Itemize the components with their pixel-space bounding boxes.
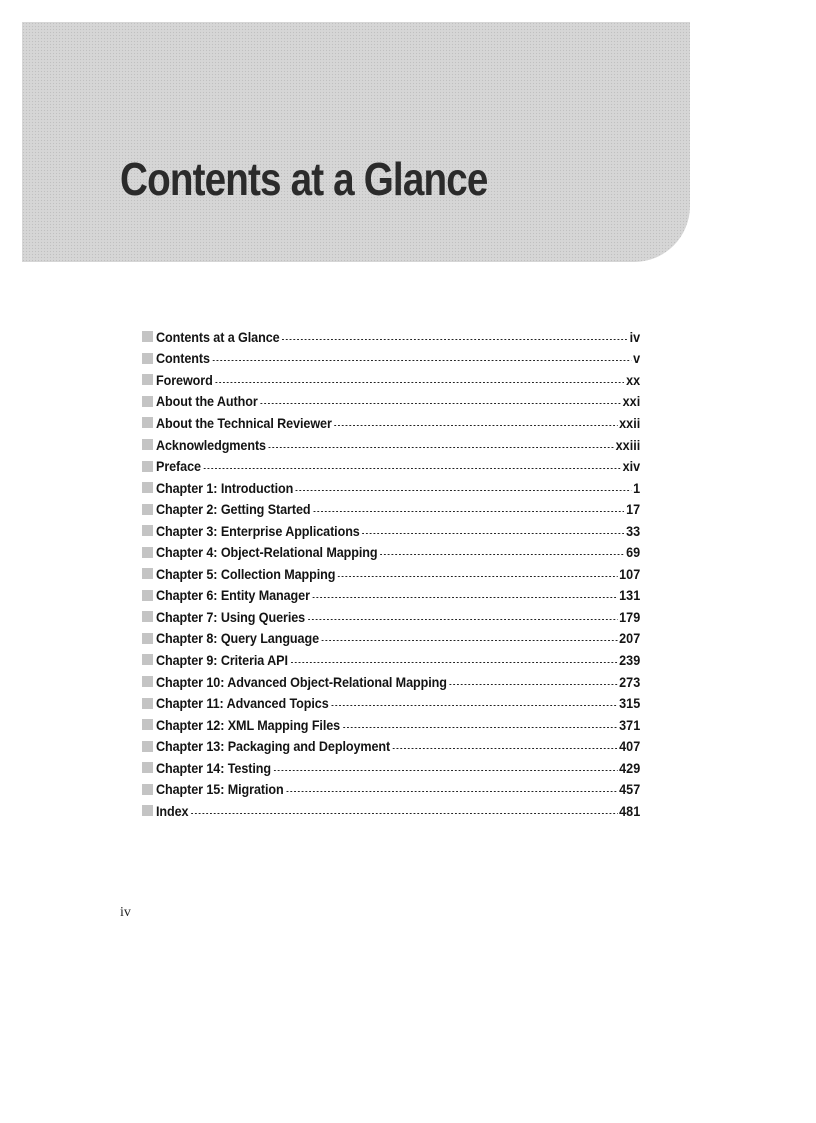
toc-entry-page: iv bbox=[629, 328, 641, 345]
dot-leader bbox=[337, 575, 617, 578]
toc-entry-title: About the Author bbox=[156, 393, 258, 410]
toc-entry[interactable] bbox=[142, 455, 694, 477]
bullet-square-icon bbox=[142, 461, 153, 472]
bullet-square-icon bbox=[142, 374, 153, 385]
bullet-square-icon bbox=[142, 784, 153, 795]
toc-entry-page: xxiii bbox=[615, 436, 641, 453]
toc-entry[interactable] bbox=[142, 585, 694, 607]
bullet-square-icon bbox=[142, 482, 153, 493]
toc-entry-page: 429 bbox=[619, 759, 641, 776]
toc-entry[interactable] bbox=[142, 714, 694, 736]
toc-entry-page: 407 bbox=[619, 738, 641, 755]
toc-entry-page: 315 bbox=[619, 695, 641, 712]
bullet-square-icon bbox=[142, 525, 153, 536]
toc-entry-title: Chapter 12: XML Mapping Files bbox=[156, 716, 341, 733]
bullet-square-icon bbox=[142, 417, 153, 428]
toc-entry-title: About the Technical Reviewer bbox=[156, 414, 332, 431]
toc-entry[interactable] bbox=[142, 778, 694, 800]
toc-entry[interactable] bbox=[142, 649, 694, 671]
toc-entry-page: 457 bbox=[619, 781, 641, 798]
toc-entry-page: 273 bbox=[619, 673, 641, 690]
dot-leader bbox=[307, 618, 617, 621]
toc-entry-page: 1 bbox=[633, 479, 641, 496]
toc-entry-title: Chapter 11: Advanced Topics bbox=[156, 695, 329, 712]
bullet-square-icon bbox=[142, 590, 153, 601]
toc-entry-page: 239 bbox=[619, 651, 641, 668]
toc-entry[interactable] bbox=[142, 628, 694, 650]
toc-entry[interactable] bbox=[142, 692, 694, 714]
bullet-square-icon bbox=[142, 741, 153, 752]
toc-entry-page: xx bbox=[626, 371, 641, 388]
bullet-square-icon bbox=[142, 568, 153, 579]
dot-leader bbox=[203, 467, 621, 470]
toc-entry-title: Chapter 4: Object-Relational Mapping bbox=[156, 544, 378, 561]
bullet-square-icon bbox=[142, 654, 153, 665]
toc-entry-page: 207 bbox=[619, 630, 641, 647]
dot-leader bbox=[321, 639, 618, 642]
toc-entry[interactable] bbox=[142, 606, 694, 628]
toc-entry[interactable] bbox=[142, 800, 694, 822]
toc-entry-page: xiv bbox=[622, 458, 641, 475]
dot-leader bbox=[312, 510, 624, 513]
toc-entry-title: Index bbox=[156, 802, 189, 819]
toc-entry-title: Chapter 13: Packaging and Deployment bbox=[156, 738, 391, 755]
dot-leader bbox=[214, 381, 624, 384]
bullet-square-icon bbox=[142, 633, 153, 644]
toc-entry-title: Contents at a Glance bbox=[156, 328, 280, 345]
toc-entry-page: 179 bbox=[619, 608, 641, 625]
dot-leader bbox=[290, 661, 618, 664]
toc-entry[interactable] bbox=[142, 671, 694, 693]
bullet-square-icon bbox=[142, 698, 153, 709]
toc-entry[interactable] bbox=[142, 412, 694, 434]
dot-leader bbox=[281, 338, 628, 341]
toc-entry-title: Chapter 14: Testing bbox=[156, 759, 271, 776]
dot-leader bbox=[392, 747, 617, 750]
toc-entry-page: xxii bbox=[619, 414, 641, 431]
toc-entry-title: Acknowledgments bbox=[156, 436, 266, 453]
toc-entry-title: Chapter 5: Collection Mapping bbox=[156, 565, 336, 582]
toc-entry-page: 107 bbox=[619, 565, 641, 582]
dot-leader bbox=[342, 726, 617, 729]
bullet-square-icon bbox=[142, 439, 153, 450]
toc-entry-title: Chapter 8: Query Language bbox=[156, 630, 319, 647]
dot-leader bbox=[273, 769, 618, 772]
bullet-square-icon bbox=[142, 611, 153, 622]
dot-leader bbox=[362, 532, 625, 535]
dot-leader bbox=[295, 489, 631, 492]
bullet-square-icon bbox=[142, 547, 153, 558]
toc-entry[interactable] bbox=[142, 735, 694, 757]
bullet-square-icon bbox=[142, 504, 153, 515]
toc-entry-title: Contents bbox=[156, 350, 210, 367]
bullet-square-icon bbox=[142, 719, 153, 730]
toc-entry-title: Chapter 3: Enterprise Applications bbox=[156, 522, 360, 539]
dot-leader bbox=[449, 683, 618, 686]
dot-leader bbox=[312, 596, 618, 599]
table-of-contents bbox=[142, 326, 694, 822]
toc-entry-page: xxi bbox=[622, 393, 641, 410]
toc-entry-title: Chapter 6: Entity Manager bbox=[156, 587, 310, 604]
toc-entry-title: Preface bbox=[156, 458, 201, 475]
toc-entry-page: 131 bbox=[619, 587, 641, 604]
toc-entry[interactable] bbox=[142, 369, 694, 391]
dot-leader bbox=[285, 790, 617, 793]
toc-entry-title: Chapter 9: Criteria API bbox=[156, 651, 288, 668]
dot-leader bbox=[259, 402, 620, 405]
toc-entry[interactable] bbox=[142, 757, 694, 779]
dot-leader bbox=[190, 812, 617, 815]
toc-entry[interactable] bbox=[142, 434, 694, 456]
toc-entry[interactable] bbox=[142, 477, 694, 499]
bullet-square-icon bbox=[142, 331, 153, 342]
dot-leader bbox=[330, 704, 617, 707]
toc-entry[interactable] bbox=[142, 520, 694, 542]
toc-entry[interactable] bbox=[142, 348, 694, 370]
toc-entry-page: 17 bbox=[626, 501, 641, 518]
bullet-square-icon bbox=[142, 396, 153, 407]
toc-entry[interactable] bbox=[142, 498, 694, 520]
toc-entry-page: v bbox=[633, 350, 641, 367]
toc-entry-page: 33 bbox=[626, 522, 641, 539]
toc-entry-page: 69 bbox=[626, 544, 641, 561]
bullet-square-icon bbox=[142, 676, 153, 687]
toc-entry-title: Chapter 7: Using Queries bbox=[156, 608, 306, 625]
toc-entry-page: 481 bbox=[619, 802, 641, 819]
bullet-square-icon bbox=[142, 353, 153, 364]
dot-leader bbox=[334, 424, 618, 427]
toc-entry[interactable] bbox=[142, 391, 694, 413]
toc-entry-title: Foreword bbox=[156, 371, 213, 388]
bullet-square-icon bbox=[142, 805, 153, 816]
toc-entry-title: Chapter 1: Introduction bbox=[156, 479, 294, 496]
toc-entry-page: 371 bbox=[619, 716, 641, 733]
title-banner bbox=[22, 22, 690, 262]
dot-leader bbox=[212, 359, 632, 362]
dot-leader bbox=[268, 446, 614, 449]
toc-entry[interactable] bbox=[142, 541, 694, 563]
toc-entry-title: Chapter 10: Advanced Object-Relational Mapping bbox=[156, 673, 447, 690]
toc-entry[interactable] bbox=[142, 326, 694, 348]
toc-entry-title: Chapter 15: Migration bbox=[156, 781, 284, 798]
dot-leader bbox=[379, 553, 624, 556]
bullet-square-icon bbox=[142, 762, 153, 773]
toc-entry-title: Chapter 2: Getting Started bbox=[156, 501, 311, 518]
page-title: Contents at a Glance bbox=[120, 153, 488, 205]
toc-entry[interactable] bbox=[142, 563, 694, 585]
page-number: iv bbox=[120, 905, 131, 920]
